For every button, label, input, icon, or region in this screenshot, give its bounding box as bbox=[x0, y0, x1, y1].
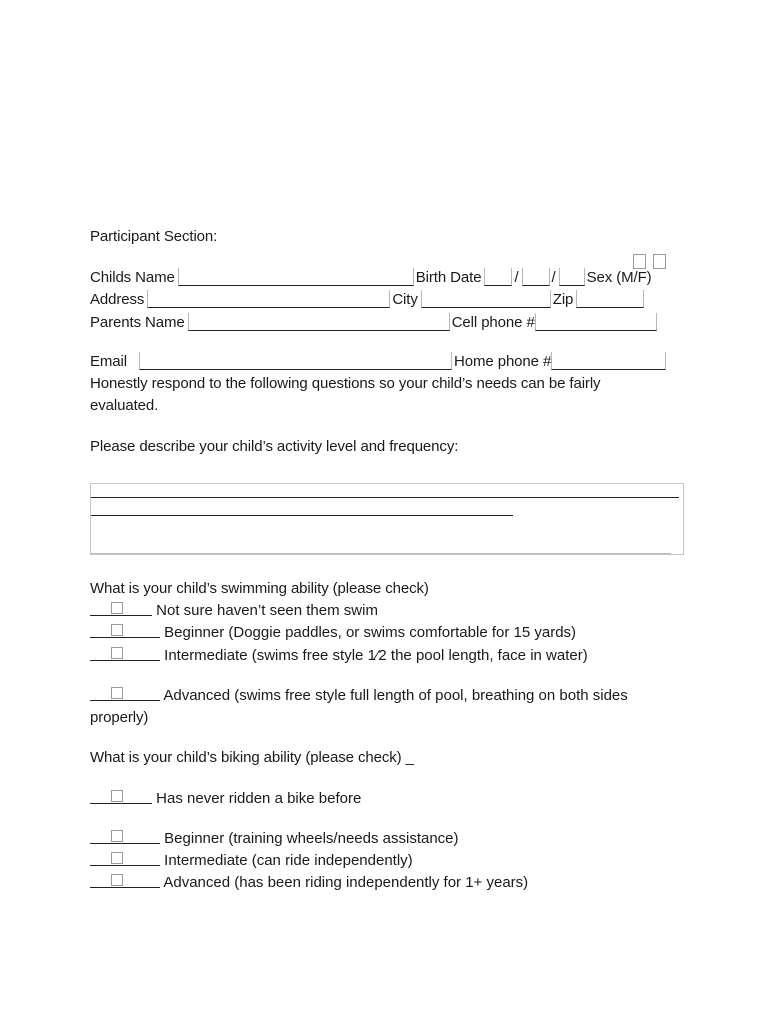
section-title: Participant Section: bbox=[90, 228, 218, 245]
birth-day-field[interactable] bbox=[522, 268, 550, 286]
email-field[interactable] bbox=[139, 352, 452, 370]
date-separator: / bbox=[551, 269, 556, 286]
biking-question: What is your child’s biking ability (please check) _ bbox=[90, 749, 414, 766]
row-address bbox=[90, 290, 646, 310]
activity-textbox[interactable] bbox=[90, 483, 684, 555]
home-phone-label: Home phone # bbox=[454, 353, 552, 370]
address-field[interactable] bbox=[147, 290, 390, 308]
cell-phone-field[interactable] bbox=[535, 313, 657, 331]
activity-prompt: Please describe your child’s activity level and frequency: bbox=[90, 438, 459, 455]
zip-label: Zip bbox=[552, 291, 574, 308]
address-label: Address bbox=[90, 291, 145, 308]
checkbox-icon[interactable] bbox=[111, 602, 123, 614]
swim-option-advanced bbox=[90, 686, 628, 706]
swim-option-label: Not sure haven’t seen them swim bbox=[156, 602, 378, 619]
checkbox-icon[interactable] bbox=[111, 852, 123, 864]
swim-option-label: Beginner (Doggie paddles, or swims comfortable for 15 yards) bbox=[164, 624, 577, 641]
swim-option-label: Advanced (swims free style full length of pool, breathing on both sides bbox=[163, 687, 628, 704]
swimming-question: What is your child’s swimming ability (please check) bbox=[90, 580, 429, 597]
bike-option-blank[interactable] bbox=[90, 873, 160, 888]
textbox-rule bbox=[91, 515, 513, 516]
bike-option-beginner bbox=[90, 829, 459, 849]
swim-option-beginner bbox=[90, 623, 576, 643]
checkbox-icon[interactable] bbox=[111, 647, 123, 659]
swim-option-blank[interactable] bbox=[90, 686, 160, 701]
cell-phone-label: Cell phone # bbox=[451, 314, 535, 331]
bike-option-label: Advanced (has been riding independently for 1+ years) bbox=[163, 874, 529, 891]
bike-option-blank[interactable] bbox=[90, 851, 160, 866]
swim-option-label: Intermediate (swims free style 1⁄2 the pool length, face in water) bbox=[164, 647, 588, 664]
row-parents bbox=[90, 313, 659, 333]
bike-option-intermediate bbox=[90, 851, 413, 871]
checkbox-icon[interactable] bbox=[111, 874, 123, 886]
bike-option-blank[interactable] bbox=[90, 789, 152, 804]
city-field[interactable] bbox=[421, 290, 551, 308]
birth-month-field[interactable] bbox=[484, 268, 512, 286]
swim-option-blank[interactable] bbox=[90, 601, 152, 616]
checkbox-icon[interactable] bbox=[111, 830, 123, 842]
bike-option-never bbox=[90, 789, 361, 809]
row-child-info bbox=[90, 268, 652, 288]
city-label: City bbox=[392, 291, 418, 308]
checkbox-icon[interactable] bbox=[111, 624, 123, 636]
bike-option-label: Has never ridden a bike before bbox=[156, 790, 362, 807]
childs-name-field[interactable] bbox=[178, 268, 414, 286]
childs-name-label: Childs Name bbox=[90, 269, 175, 286]
instructions-line-1: Honestly respond to the following questions so your child’s needs can be fairly bbox=[90, 375, 601, 392]
birth-year-field[interactable] bbox=[559, 268, 585, 286]
swim-option-blank[interactable] bbox=[90, 623, 160, 638]
instructions-line-2: evaluated. bbox=[90, 397, 159, 414]
email-label: Email bbox=[90, 353, 128, 370]
swim-option-blank[interactable] bbox=[90, 646, 160, 661]
sex-male-checkbox[interactable] bbox=[633, 254, 646, 269]
bike-option-label: Beginner (training wheels/needs assistance) bbox=[164, 830, 459, 847]
textbox-rule bbox=[91, 497, 679, 498]
home-phone-field[interactable] bbox=[551, 352, 666, 370]
checkbox-icon[interactable] bbox=[111, 790, 123, 802]
checkbox-icon[interactable] bbox=[111, 687, 123, 699]
sex-female-checkbox[interactable] bbox=[653, 254, 666, 269]
zip-field[interactable] bbox=[576, 290, 644, 308]
swim-advanced-continued: properly) bbox=[90, 709, 149, 726]
swim-option-intermediate bbox=[90, 646, 588, 666]
bike-option-blank[interactable] bbox=[90, 829, 160, 844]
parents-name-field[interactable] bbox=[188, 313, 450, 331]
bike-option-label: Intermediate (can ride independently) bbox=[164, 852, 413, 869]
date-separator: / bbox=[514, 269, 519, 286]
textbox-rule bbox=[91, 553, 671, 554]
bike-option-advanced bbox=[90, 873, 528, 893]
sex-label: Sex (M/F) bbox=[586, 269, 652, 286]
swim-option-not-sure bbox=[90, 601, 378, 621]
birth-date-label: Birth Date bbox=[415, 269, 482, 286]
parents-name-label: Parents Name bbox=[90, 314, 185, 331]
row-email bbox=[90, 352, 668, 372]
